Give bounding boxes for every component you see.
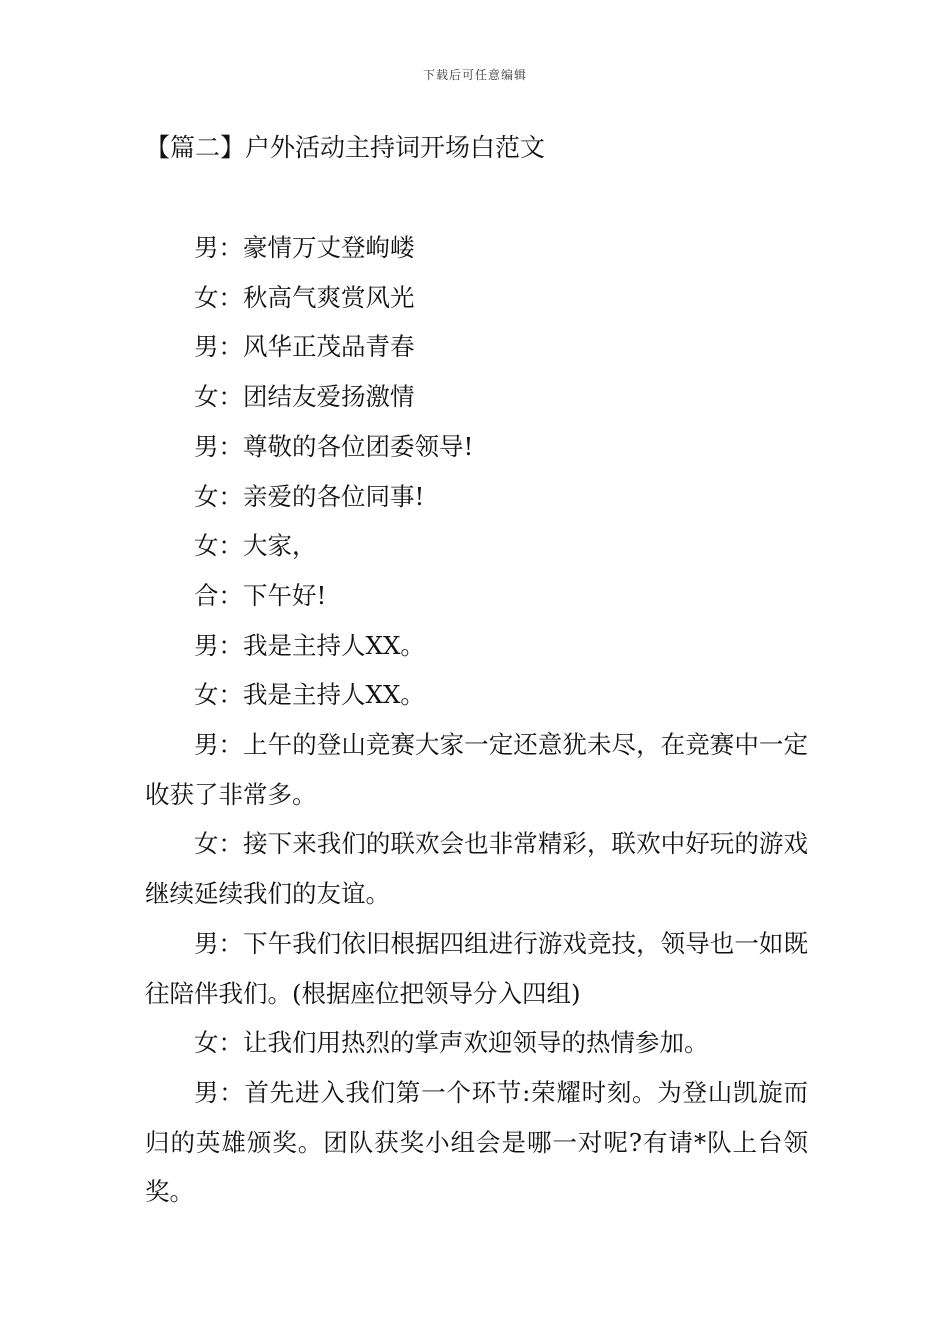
script-line: 男：我是主持人XX。 bbox=[194, 630, 425, 660]
script-line: 男：尊敬的各位团委领导! bbox=[194, 431, 474, 461]
script-line: 男：下午我们依旧根据四组进行游戏竞技，领导也一如既往陪伴我们。(根据座位把领导分入四组) bbox=[145, 928, 808, 1008]
script-line: 女：团结友爱扬激情 bbox=[194, 382, 415, 412]
script-line: 男：上午的登山竞赛大家一定还意犹未尽，在竞赛中一定收获了非常多。 bbox=[145, 730, 808, 809]
script-line: 女：大家， bbox=[194, 531, 317, 561]
script-line: 女：让我们用热烈的掌声欢迎领导的热情参加。 bbox=[194, 1028, 709, 1058]
script-line: 合：下午好! bbox=[194, 580, 327, 610]
script-line: 男：首先进入我们第一个环节:荣耀时刻。为登山凯旋而归的英雄颁奖。团队获奖小组会是哪一对呢?有请*队上台领奖。 bbox=[145, 1077, 808, 1207]
script-line: 男：风华正茂品青春 bbox=[194, 332, 415, 362]
document-body bbox=[145, 223, 808, 1217]
script-line: 女：亲爱的各位同事! bbox=[194, 481, 425, 511]
script-line: 女：接下来我们的联欢会也非常精彩，联欢中好玩的游戏继续延续我们的友谊。 bbox=[145, 829, 808, 909]
document-title: 【篇二】户外活动主持词开场白范文 bbox=[145, 133, 546, 162]
page-header-note: 下载后可任意编辑 bbox=[422, 68, 527, 82]
script-line: 男：豪情万丈登岣嵝 bbox=[194, 233, 415, 262]
script-line: 女：我是主持人XX。 bbox=[194, 680, 425, 710]
script-line: 女：秋高气爽赏风光 bbox=[194, 282, 415, 312]
